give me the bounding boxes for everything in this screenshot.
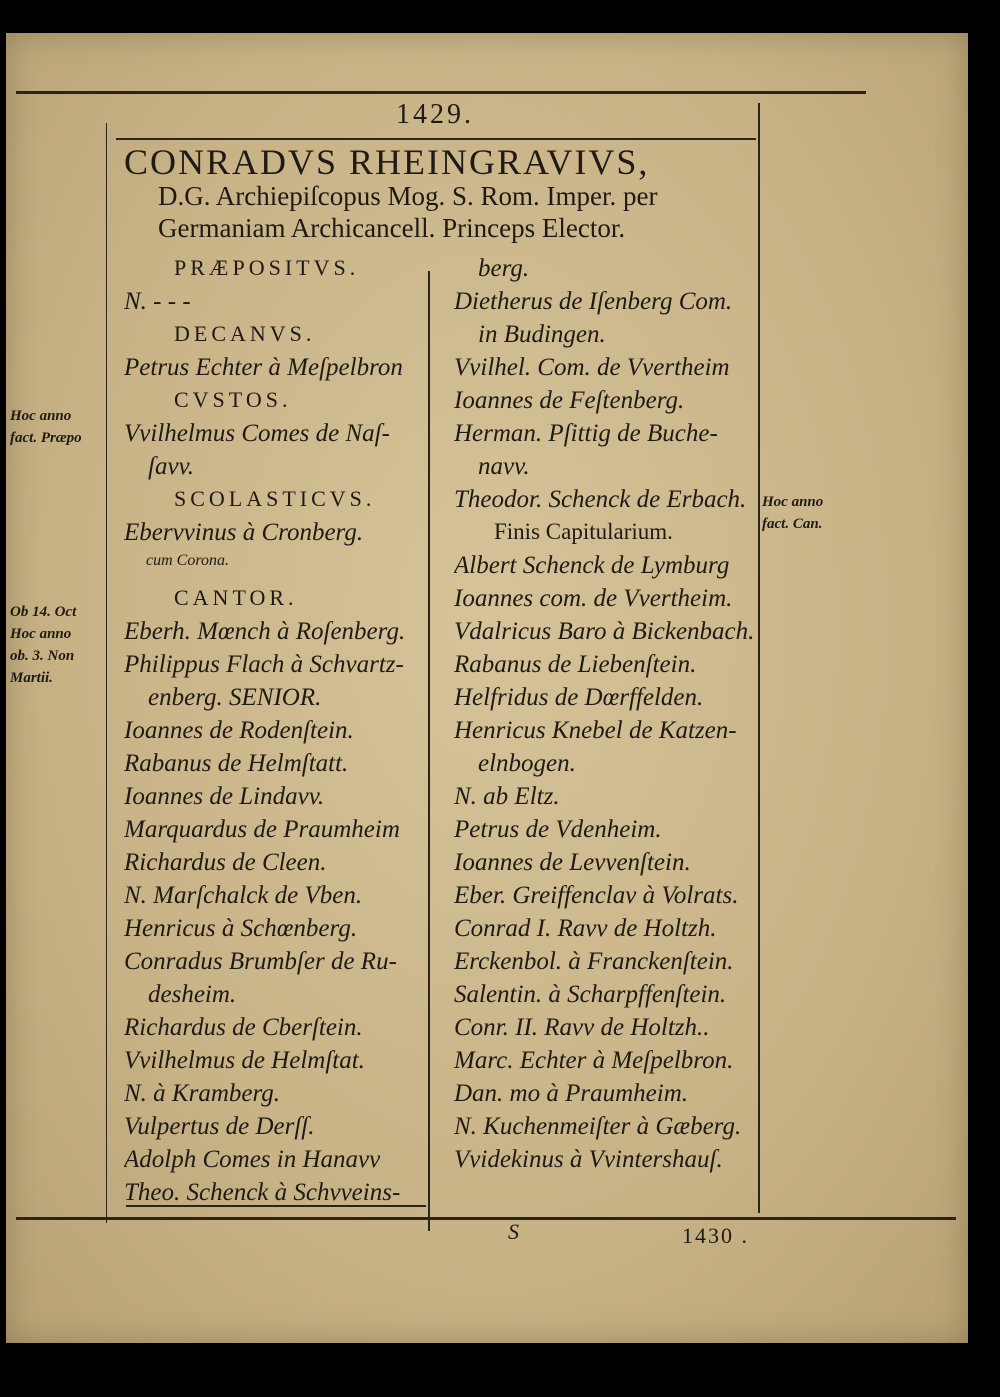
margin-line: Martii.	[10, 670, 53, 686]
list-item: Marc. Echter à Meſpelbron.	[454, 1047, 734, 1074]
margin-line: ob. 3. Non	[10, 648, 75, 664]
list-item: elnbogen.	[478, 750, 576, 777]
list-item: berg.	[478, 255, 530, 282]
margin-line: Hoc anno	[762, 494, 824, 510]
book-page	[6, 33, 968, 1343]
list-item: Dietherus de Iſenberg Com.	[454, 288, 733, 315]
footer-signature: S	[508, 1219, 519, 1244]
list-item: N. à Kramberg.	[124, 1080, 281, 1107]
list-item: Eber. Greiffenclav à Volrats.	[454, 882, 739, 909]
list-item: Petrus de Vdenheim.	[454, 816, 662, 843]
list-item: navv.	[478, 453, 530, 480]
list-item: cum Corona.	[146, 552, 229, 569]
list-item: Ioannes com. de Vvertheim.	[454, 585, 733, 612]
footer-page-number: 1430 .	[682, 1223, 749, 1248]
list-item: Ebervvinus à Cronberg.	[124, 519, 364, 546]
list-item: Vvilhelmus Comes de Naſ-	[124, 420, 390, 447]
margin-line: Ob 14. Oct	[10, 604, 77, 620]
list-item: Marquardus de Praumheim	[124, 816, 400, 843]
title-line-3: Germaniam Archicancell. Princeps Elector.	[158, 213, 626, 243]
title-line-2: D.G. Archiepiſcopus Mog. S. Rom. Imper. per	[158, 181, 658, 211]
list-item: Henricus Knebel de Katzen-	[454, 717, 737, 744]
margin-note-left-1	[10, 405, 82, 449]
section-heading: CVSTOS.	[174, 387, 292, 412]
page-number: 1429.	[396, 99, 474, 130]
list-item: N. ab Eltz.	[454, 783, 560, 810]
list-item: Philippus Flach à Schvartz-	[124, 651, 404, 678]
list-item: Vvilhel. Com. de Vvertheim	[454, 354, 730, 381]
column-divider	[428, 271, 430, 1231]
list-item: Erckenbol. à Franckenſtein.	[454, 948, 734, 975]
list-item: Richardus de Cberſtein.	[124, 1014, 363, 1041]
list-item: desheim.	[148, 981, 237, 1008]
header-rule	[116, 138, 756, 140]
list-item: Rabanus de Liebenſtein.	[454, 651, 697, 678]
list-item: Rabanus de Helmſtatt.	[124, 750, 349, 777]
bottom-rule	[16, 1217, 956, 1220]
margin-line: Hoc anno	[10, 626, 72, 642]
list-item: Finis Capitularium.	[494, 519, 673, 544]
list-item: Conradus Brumbſer de Ru-	[124, 948, 397, 975]
list-item: Conr. II. Ravv de Holtzh..	[454, 1014, 710, 1041]
list-item: Vvilhelmus de Helmſtat.	[124, 1047, 365, 1074]
list-item: Adolph Comes in Hanavv	[124, 1146, 381, 1173]
list-item: Eberh. Mœnch à Roſenberg.	[124, 618, 406, 645]
list-item: Petrus Echter à Meſpelbron	[124, 354, 403, 381]
top-rule	[16, 91, 866, 94]
right-edge-line	[758, 103, 760, 1213]
section-heading: DECANVS.	[174, 321, 316, 346]
section-heading: SCOLASTICVS.	[174, 486, 376, 511]
list-item: ſavv.	[148, 453, 195, 480]
list-item: N. - - -	[124, 288, 191, 315]
list-item: enberg. SENIOR.	[148, 684, 322, 711]
list-item: Dan. mo à Praumheim.	[454, 1080, 689, 1107]
list-item: Ioannes de Levvenſtein.	[454, 849, 691, 876]
list-item: Richardus de Cleen.	[124, 849, 327, 876]
list-item: Henricus à Schœnberg.	[124, 915, 358, 942]
list-item: N. Kuchenmeiſter à Gæberg.	[454, 1113, 742, 1140]
list-item: Vulpertus de Derſſ.	[124, 1113, 315, 1140]
section-heading: CANTOR.	[174, 585, 298, 610]
margin-line: fact. Can.	[762, 516, 823, 532]
list-item: Helfridus de Dœrffelden.	[454, 684, 704, 711]
margin-line: Hoc anno	[10, 408, 72, 424]
list-item: in Budingen.	[478, 321, 606, 348]
list-item: Salentin. à Scharpffenſtein.	[454, 981, 727, 1008]
list-item: Herman. Pſittig de Buche-	[454, 420, 718, 447]
list-item: Vdalricus Baro à Bickenbach.	[454, 618, 754, 645]
list-item: Vvidekinus à Vvintershauſ.	[454, 1146, 723, 1173]
list-item: Ioannes de Rodenſtein.	[124, 717, 354, 744]
title-line-1: CONRADVS RHEINGRAVIVS,	[124, 142, 650, 182]
list-item: Theo. Schenck à Schvveins-	[124, 1179, 401, 1206]
section-heading: PRÆPOSITVS.	[174, 255, 360, 280]
list-item: N. Marſchalck de Vben.	[124, 882, 363, 909]
list-item: Theodor. Schenck de Erbach.	[454, 486, 747, 513]
margin-note-left-2	[10, 601, 76, 689]
margin-note-right-1	[762, 491, 823, 535]
left-edge-line	[106, 123, 107, 1223]
margin-line: fact. Præpo	[10, 430, 82, 446]
list-item: Conrad I. Ravv de Holtzh.	[454, 915, 717, 942]
list-item: Albert Schenck de Lymburg	[454, 552, 730, 579]
list-item: Ioannes de Lindavv.	[124, 783, 325, 810]
list-item: Ioannes de Feſtenberg.	[454, 387, 685, 414]
